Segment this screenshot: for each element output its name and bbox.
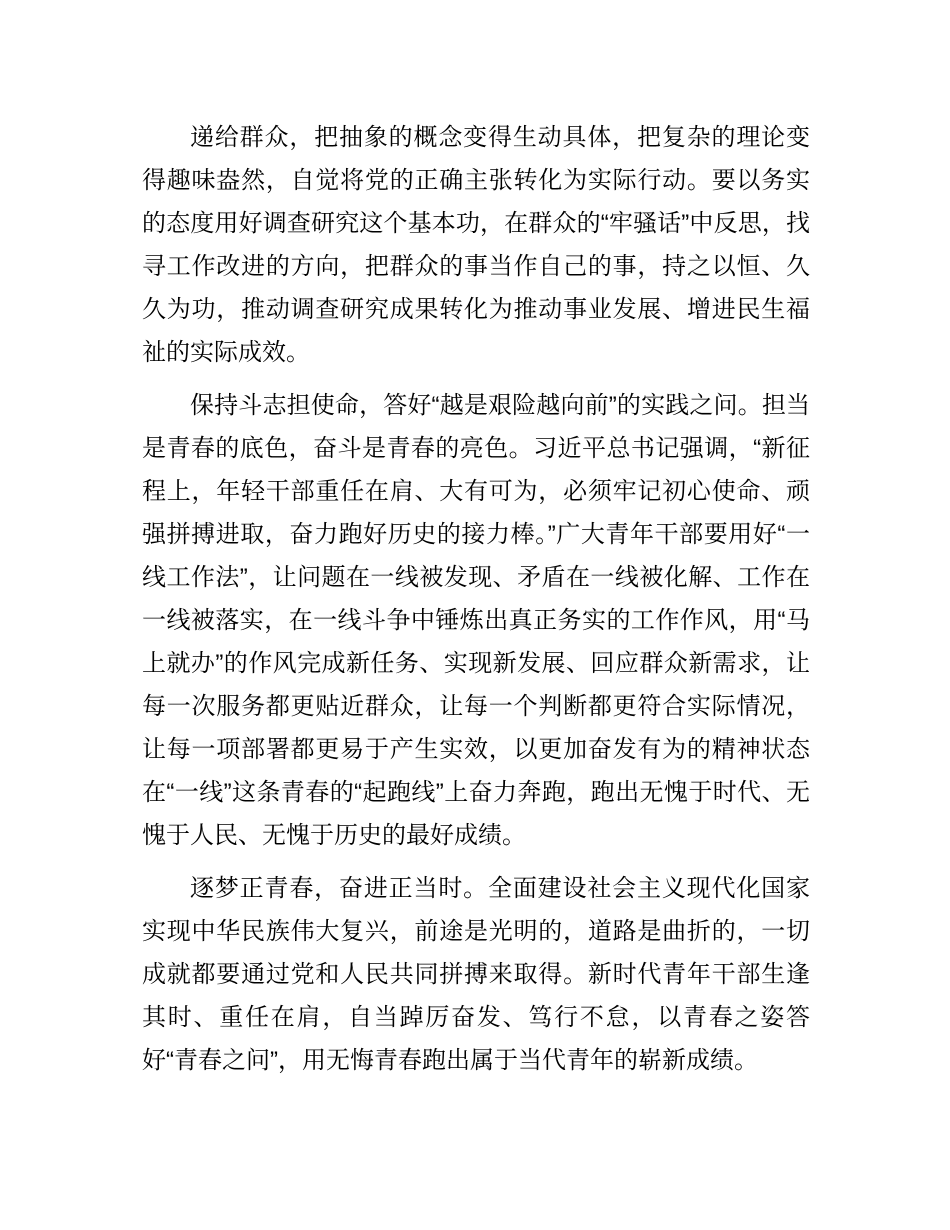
paragraph-3: 逐梦正青春，奋进正当时。全面建设社会主义现代化国家实现中华民族伟大复兴，前途是光明的，道路是曲折的，一切成就都要通过党和人民共同拼搏来取得。新时代青年干部生逢其时、重任在肩，自当踔厉奋发、笃行不怠，以青春之姿答好“青春之问”，用无悔青春跑出属于当代青年的崭新成绩。 xyxy=(142,875,810,1074)
paragraph-1: 递给群众，把抽象的概念变得生动具体，把复杂的理论变得趣味盎然，自觉将党的正确主张转化为实际行动。要以务实的态度用好调查研究这个基本功，在群众的“牢骚话”中反思，找寻工作改进的方向，把群众的事当作自己的事，持之以恒、久久为功，推动调查研究成果转化为推动事业发展、增进民生福祉的实际成效。 xyxy=(142,124,810,366)
paragraph-2: 保持斗志担使命，答好“越是艰险越向前”的实践之问。担当是青春的底色，奋斗是青春的亮色。习近平总书记强调，“新征程上，年轻干部重任在肩、大有可为，必须牢记初心使命、顽强拼搏进取，奋力跑好历史的接力棒。”广大青年干部要用好“一线工作法”，让问题在一线被发现、矛盾在一线被化解、工作在一线被落实，在一线斗争中锤炼出真正务实的工作作风，用“马上就办”的作风完成新任务、实现新发展、回应群众新需求，让每一次服务都更贴近群众，让每一个判断都更符合实际情况，让每一项部署都更易于产生实效，以更加奋发有为的精神状态在“一线”这条青春的“起跑线”上奋力奔跑，跑出无愧于时代、无愧于人民、无愧于历史的最好成绩。 xyxy=(142,392,810,849)
